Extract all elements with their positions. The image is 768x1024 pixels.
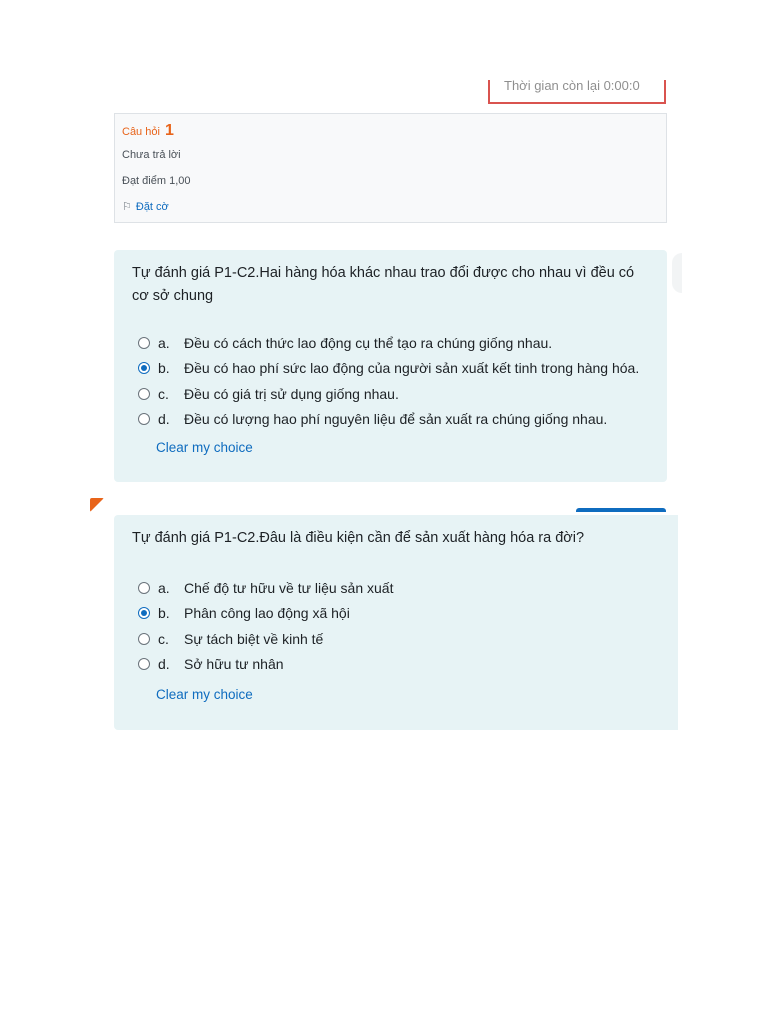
answer-text: Đều có lượng hao phí nguyên liệu để sản xuất ra chúng giống nhau. <box>184 411 608 428</box>
radio-button-selected[interactable] <box>138 607 150 619</box>
question-grade: Đạt điểm 1,00 <box>122 175 191 187</box>
question-number-value: 1 <box>164 122 174 139</box>
answer-letter: a. <box>158 334 170 351</box>
radio-button[interactable] <box>138 633 150 645</box>
flag-icon: ⚐ <box>122 201 132 213</box>
answer-letter: d. <box>158 411 170 428</box>
answer-text: Đều có hao phí sức lao động của người sản xuất kết tinh trong hàng hóa. <box>184 360 640 377</box>
radio-button[interactable] <box>138 582 150 594</box>
flag-label: Đặt cờ <box>135 201 169 213</box>
timer-box <box>488 80 666 104</box>
question-text: Tự đánh giá P1-C2.Hai hàng hóa khác nhau trao đổi được cho nhau vì đều có cơ sở chung <box>132 265 635 304</box>
timer-text: Thời gian còn lại 0:00:0 <box>504 80 640 93</box>
answer-option-a[interactable] <box>138 330 639 356</box>
answer-text: Sở hữu tư nhân <box>184 656 284 673</box>
answer-text: Phân công lao động xã hội <box>184 605 350 622</box>
clear-choice-link[interactable]: Clear my choice <box>156 687 253 702</box>
question-card <box>114 515 678 730</box>
edge-decoration <box>672 253 682 293</box>
radio-button[interactable] <box>138 413 150 425</box>
flag-question-link[interactable] <box>122 200 169 213</box>
clear-choice-link[interactable]: Clear my choice <box>156 440 253 455</box>
question-info-panel <box>114 113 667 223</box>
answer-text: Đều có giá trị sử dụng giống nhau. <box>184 385 399 402</box>
answer-text: Chế độ tư hữu về tư liệu sản xuất <box>184 579 394 596</box>
question-text: Tự đánh giá P1-C2.Đâu là điều kiện cần để sản xuất hàng hóa ra đời? <box>132 530 585 546</box>
answer-list <box>138 330 639 432</box>
question-card <box>114 250 667 482</box>
answer-letter: a. <box>158 579 170 596</box>
question-state: Chưa trả lời <box>122 149 181 161</box>
answer-letter: b. <box>158 360 170 377</box>
radio-button[interactable] <box>138 337 150 349</box>
answer-option-c[interactable] <box>138 381 639 407</box>
answer-option-b[interactable] <box>138 601 393 627</box>
answer-text: Sự tách biệt về kinh tế <box>184 630 324 647</box>
answer-option-c[interactable] <box>138 626 393 652</box>
question-label: Câu hỏi <box>122 126 160 138</box>
corner-marker <box>90 498 104 512</box>
radio-button[interactable] <box>138 388 150 400</box>
question-number <box>122 122 174 140</box>
answer-option-d[interactable] <box>138 407 639 433</box>
answer-option-a[interactable] <box>138 575 393 601</box>
radio-button[interactable] <box>138 658 150 670</box>
answer-letter: c. <box>158 385 169 402</box>
radio-button-selected[interactable] <box>138 362 150 374</box>
answer-list <box>138 575 393 677</box>
answer-option-d[interactable] <box>138 652 393 678</box>
answer-option-b[interactable] <box>138 356 639 382</box>
answer-letter: c. <box>158 630 169 647</box>
answer-letter: d. <box>158 656 170 673</box>
answer-letter: b. <box>158 605 170 622</box>
answer-text: Đều có cách thức lao động cụ thể tạo ra chúng giống nhau. <box>184 334 553 351</box>
nav-button-edge <box>576 508 666 512</box>
